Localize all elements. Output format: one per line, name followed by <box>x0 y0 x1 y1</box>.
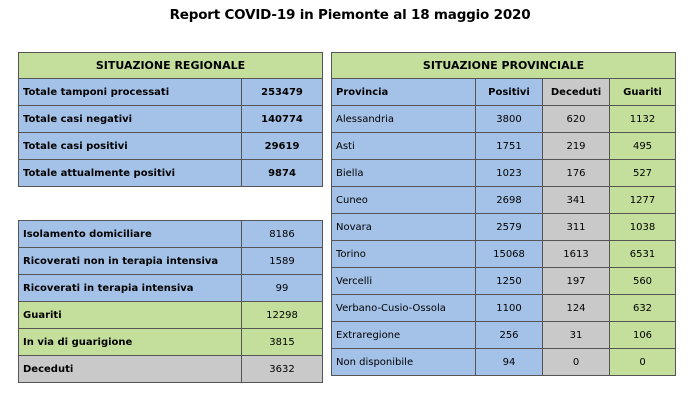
row-label: In via di guarigione <box>19 329 242 356</box>
cell-provincia: Biella <box>332 160 476 187</box>
cell-positivi: 15068 <box>476 241 543 268</box>
cell-deceduti: 219 <box>543 133 610 160</box>
row-label: Ricoverati in terapia intensiva <box>19 275 242 302</box>
cell-guariti: 1038 <box>610 214 676 241</box>
cell-provincia: Torino <box>332 241 476 268</box>
cell-positivi: 94 <box>476 349 543 376</box>
row-label: Totale casi negativi <box>19 106 242 133</box>
cell-positivi: 2698 <box>476 187 543 214</box>
row-label: Ricoverati non in terapia intensiva <box>19 248 242 275</box>
cell-guariti: 495 <box>610 133 676 160</box>
row-label: Deceduti <box>19 356 242 383</box>
row-label: Guariti <box>19 302 242 329</box>
cell-positivi: 256 <box>476 322 543 349</box>
cell-provincia: Alessandria <box>332 106 476 133</box>
cell-guariti: 527 <box>610 160 676 187</box>
cell-positivi: 1751 <box>476 133 543 160</box>
cell-guariti: 106 <box>610 322 676 349</box>
cell-deceduti: 620 <box>543 106 610 133</box>
table-header-row <box>332 79 676 106</box>
row-value: 3815 <box>242 329 323 356</box>
row-value: 3632 <box>242 356 323 383</box>
table-row <box>19 106 323 133</box>
cell-guariti: 6531 <box>610 241 676 268</box>
cell-guariti: 560 <box>610 268 676 295</box>
cell-positivi: 1023 <box>476 160 543 187</box>
cell-deceduti: 341 <box>543 187 610 214</box>
table-row <box>19 221 323 248</box>
cell-positivi: 1250 <box>476 268 543 295</box>
table-row <box>332 106 676 133</box>
cell-provincia: Vercelli <box>332 268 476 295</box>
table-row <box>19 248 323 275</box>
table-row <box>19 160 323 187</box>
row-value: 29619 <box>242 133 323 160</box>
cell-deceduti: 1613 <box>543 241 610 268</box>
row-value: 1589 <box>242 248 323 275</box>
cell-deceduti: 31 <box>543 322 610 349</box>
cell-deceduti: 311 <box>543 214 610 241</box>
regional-detail-table <box>18 220 323 383</box>
provincial-header: SITUAZIONE PROVINCIALE <box>332 53 676 79</box>
row-value: 140774 <box>242 106 323 133</box>
regional-header: SITUAZIONE REGIONALE <box>19 53 323 79</box>
row-value: 12298 <box>242 302 323 329</box>
row-value: 8186 <box>242 221 323 248</box>
cell-deceduti: 176 <box>543 160 610 187</box>
table-row <box>332 268 676 295</box>
table-row <box>332 214 676 241</box>
cell-provincia: Non disponibile <box>332 349 476 376</box>
row-label: Totale tamponi processati <box>19 79 242 106</box>
column-header-positivi: Positivi <box>476 79 543 106</box>
cell-positivi: 1100 <box>476 295 543 322</box>
table-row <box>332 241 676 268</box>
table-row <box>332 133 676 160</box>
column-header-deceduti: Deceduti <box>543 79 610 106</box>
cell-guariti: 632 <box>610 295 676 322</box>
table-row <box>332 187 676 214</box>
row-label: Totale casi positivi <box>19 133 242 160</box>
table-row <box>332 349 676 376</box>
cell-provincia: Extraregione <box>332 322 476 349</box>
regional-summary-table <box>18 52 323 187</box>
cell-provincia: Cuneo <box>332 187 476 214</box>
table-row <box>19 356 323 383</box>
cell-guariti: 1277 <box>610 187 676 214</box>
cell-provincia: Novara <box>332 214 476 241</box>
row-label: Totale attualmente positivi <box>19 160 242 187</box>
table-row <box>19 79 323 106</box>
cell-guariti: 0 <box>610 349 676 376</box>
cell-deceduti: 124 <box>543 295 610 322</box>
table-row <box>19 275 323 302</box>
cell-guariti: 1132 <box>610 106 676 133</box>
cell-deceduti: 0 <box>543 349 610 376</box>
cell-provincia: Verbano-Cusio-Ossola <box>332 295 476 322</box>
cell-positivi: 3800 <box>476 106 543 133</box>
column-header-provincia: Provincia <box>332 79 476 106</box>
row-label: Isolamento domiciliare <box>19 221 242 248</box>
table-row <box>19 133 323 160</box>
table-row <box>19 329 323 356</box>
row-value: 9874 <box>242 160 323 187</box>
page-title: Report COVID-19 in Piemonte al 18 maggio 2020 <box>169 7 531 23</box>
table-row <box>332 160 676 187</box>
table-row <box>332 322 676 349</box>
row-value: 253479 <box>242 79 323 106</box>
cell-positivi: 2579 <box>476 214 543 241</box>
table-row <box>332 295 676 322</box>
cell-deceduti: 197 <box>543 268 610 295</box>
column-header-guariti: Guariti <box>610 79 676 106</box>
table-row <box>19 302 323 329</box>
provincial-table <box>331 52 676 376</box>
cell-provincia: Asti <box>332 133 476 160</box>
row-value: 99 <box>242 275 323 302</box>
